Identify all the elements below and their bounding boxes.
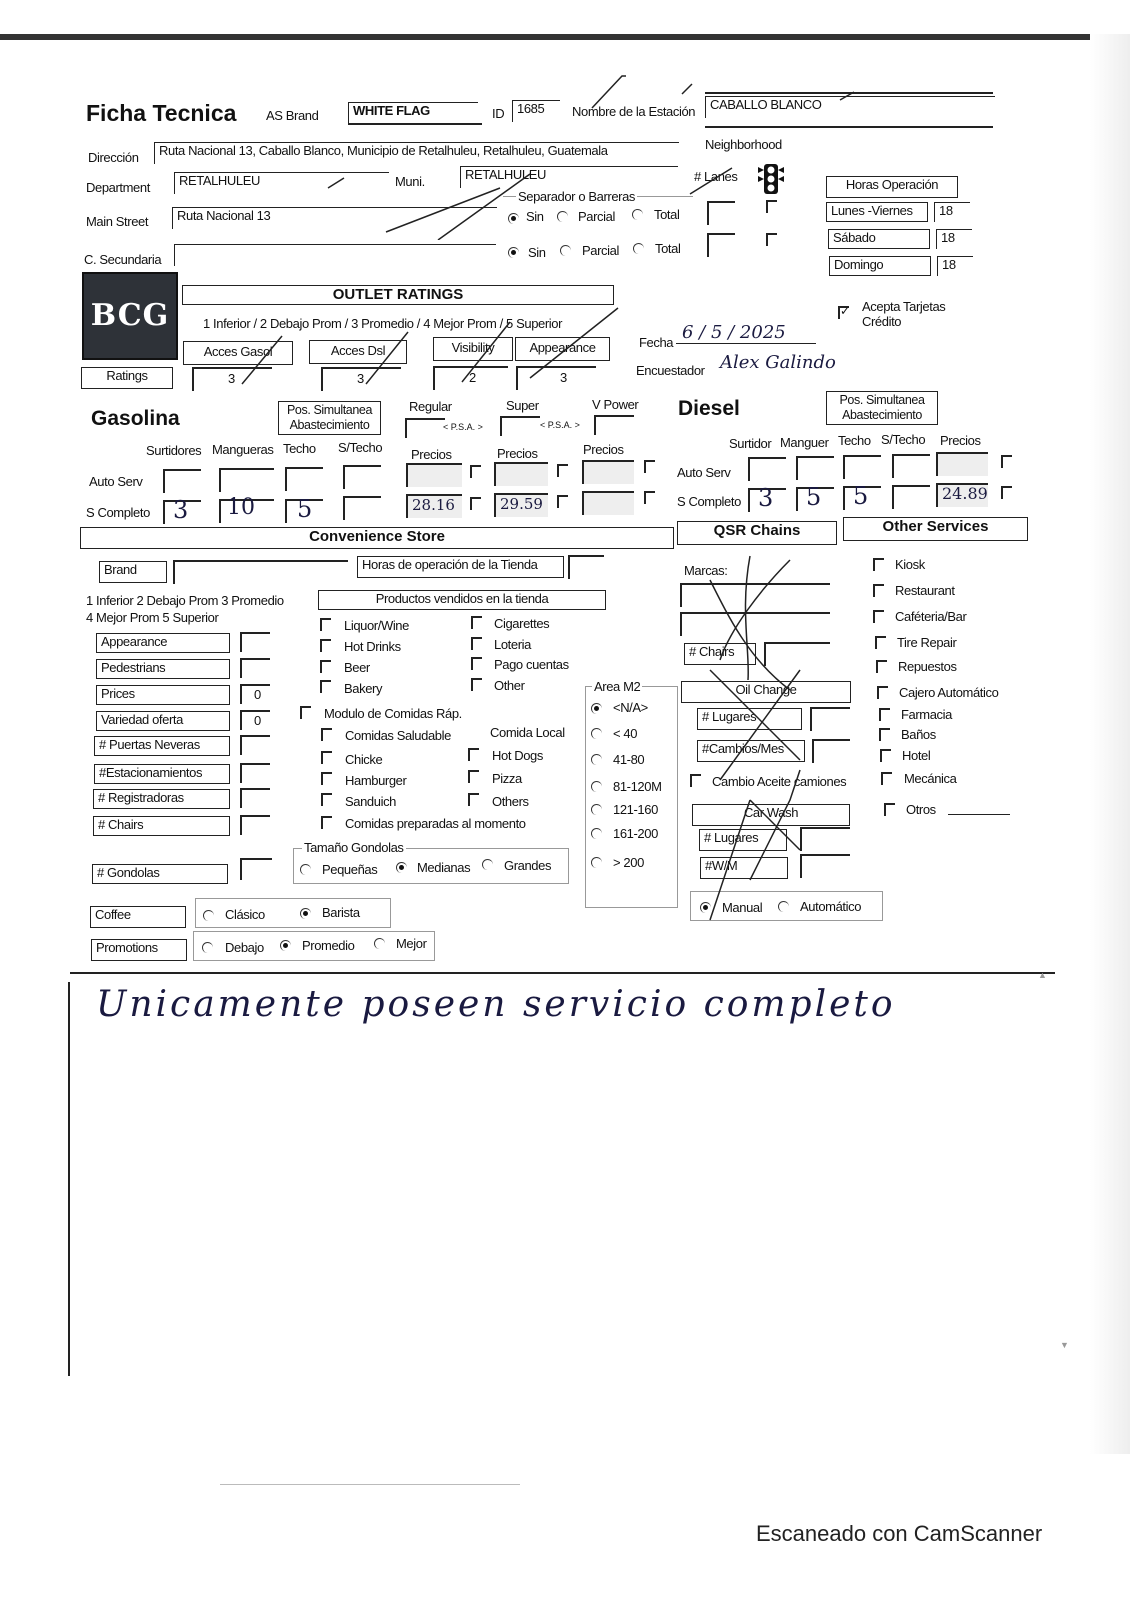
rating-appearance-label: Appearance [515,337,610,361]
ratings-scale: 1 Inferior / 2 Debajo Prom / 3 Promedio / 4 Mejor Prom / 5 Superior [203,316,563,331]
service-kiosk-label: Kiosk [895,557,925,572]
attr-pedestrians-label: Pedestrians [96,659,230,679]
separator2-total-radio[interactable] [633,243,644,254]
rating-acces-dsl-value[interactable]: 3 [321,367,401,391]
area-over200-radio[interactable] [591,857,602,868]
area-200-radio[interactable] [591,828,602,839]
gondola-grandes-label: Grandes [504,858,552,873]
separator2-parcial-label: Parcial [582,243,619,258]
gas-col-surtidores: Surtidores [146,443,202,458]
promo-mejor-label: Mejor [396,936,427,951]
vpower-label: V Power [592,397,639,412]
diesel-s-completo-label: S Completo [677,494,741,509]
attr-variedad-label: Variedad oferta [96,711,230,731]
super-psa: < P.S.A. > [540,420,580,430]
main-street-field[interactable]: Ruta Nacional 13 [172,207,497,229]
secondary-field[interactable] [174,244,496,266]
wash-manual-label: Manual [722,900,763,915]
hours-sunday-label: Domingo [829,256,931,276]
diesel-title: Diesel [678,397,740,420]
secondary-label: C. Secundaria [84,252,162,267]
separator-label: Separador o Barreras [518,189,636,204]
qsr-chains-title: QSR Chains [677,521,837,545]
hours-weekday-label: Lunes -Viernes [826,202,928,222]
product-beer-label: Beer [344,660,370,675]
address-label: Dirección [88,150,139,165]
lanes-label: # Lanes [694,169,738,184]
gas-as-regular[interactable] [406,463,462,487]
date-label: Fecha [639,335,674,350]
service-otros-line [948,814,1010,815]
diesel-col-manguer: Manguer [780,435,829,450]
super-label: Super [506,398,539,413]
header-pen-strokes [320,70,880,240]
area-group [585,686,678,908]
area-na-radio[interactable] [591,703,602,714]
gondola-pequenas-radio[interactable] [300,864,311,875]
service-mecanica-label: Mecánica [904,771,957,786]
service-restaurant-label: Restaurant [895,583,955,598]
gas-sc-mangueras[interactable]: 10 [219,499,274,523]
separator2-sin-radio[interactable] [508,247,519,258]
modulo-pizza-check[interactable] [468,770,479,783]
diesel-col-techo: Techo [838,433,871,448]
gas-sc-regular-check[interactable] [470,497,481,510]
service-cafeteria-check[interactable] [873,610,884,623]
coffee-barista-radio[interactable] [300,908,311,919]
modulo-hamburger-check[interactable] [321,772,332,785]
promo-debajo-label: Debajo [225,940,264,955]
department-field[interactable]: RETALHULEU [174,172,389,194]
gondola-grandes-radio[interactable] [482,859,493,870]
diesel-col-surtidor: Surtidor [729,436,772,451]
modulo-chicke-check[interactable] [321,751,332,764]
attr-prices-value[interactable]: 0 [240,684,270,704]
gas-col-techo: Techo [283,441,316,456]
gas-as-super-check[interactable] [557,464,568,477]
coffee-barista-label: Barista [322,905,360,920]
attr-chairs-label: # Chairs [93,816,230,836]
vpower-psa-cell[interactable] [594,415,634,435]
separator1-parcial-label: Parcial [578,209,615,224]
rating-appearance-value[interactable]: 3 [516,366,596,390]
gas-col-mangueras: Mangueras [212,442,274,457]
diesel-as-stecho[interactable] [892,454,930,478]
notes-left-border [68,982,70,1376]
gasolina-pos-sim: Pos. Simultanea Abastecimiento [278,401,381,435]
service-repuestos-label: Repuestos [898,659,957,674]
attr-variedad-value[interactable]: 0 [240,710,270,730]
product-loteria-check[interactable] [471,637,482,650]
surveyor-label: Encuestador [636,363,705,378]
promo-mejor-radio[interactable] [374,938,385,949]
diesel-col-stecho: S/Techo [881,432,926,447]
service-banos-label: Baños [901,727,936,742]
bcg-logo [82,272,178,360]
promo-debajo-radio[interactable] [202,942,213,953]
scroll-up-icon[interactable]: ▲ [1038,970,1047,980]
gas-sc-surtidores[interactable]: 3 [163,500,201,524]
gas-sc-vpower-check[interactable] [644,491,655,504]
product-loteria-label: Loteria [494,637,531,652]
cambio-aceite-label: Cambio Aceite camiones [712,774,847,789]
diesel-as-check[interactable] [1001,455,1012,468]
store-brand-label: Brand [99,561,167,583]
form-title: Ficha Tecnica [86,100,237,126]
ratings-row-label: Ratings [81,367,173,389]
gondola-medianas-label: Medianas [417,860,471,875]
modulo-sanduich-label: Sanduich [345,794,397,809]
scan-right-edge [1090,34,1130,1454]
gas-sc-techo[interactable]: 5 [285,499,323,523]
service-banos-check[interactable] [879,728,890,741]
gas-as-surtidores[interactable] [163,469,201,493]
as-brand-label: AS Brand [266,108,319,123]
store-hours-field[interactable] [568,555,604,579]
separator2-sin-label: Sin [528,245,546,260]
modulo-hotdogs-label: Hot Dogs [492,748,543,763]
area-80-radio[interactable] [591,754,602,765]
other-services-title: Other Services [843,517,1028,541]
scroll-down-icon[interactable]: ▼ [1060,1340,1069,1350]
wash-wm-label: #W/M [700,857,788,879]
gas-as-vpower[interactable] [582,460,634,484]
promo-promedio-radio[interactable] [280,940,291,951]
store-scale-2: 4 Mejor Prom 5 Superior [86,610,219,625]
attr-puertas-value[interactable] [240,735,270,755]
diesel-sc-check[interactable] [1001,486,1012,499]
gas-sc-stecho[interactable] [343,496,381,520]
diesel-pos-sim: Pos. Simultanea Abastecimiento [826,391,938,425]
gas-col-stecho: S/Techo [338,440,383,455]
separator2-parcial-radio[interactable] [560,245,571,256]
notes-top-border [70,972,1055,974]
diesel-auto-serv-label: Auto Serv [677,465,731,480]
gondola-pequenas-label: Pequeñas [322,862,378,877]
diesel-sc-techo[interactable]: 5 [843,486,881,510]
diesel-sc-surtidor[interactable]: 3 [748,488,786,512]
modulo-hotdogs-check[interactable] [468,748,479,761]
muni-label: Muni. [395,174,425,189]
product-cigarettes-label: Cigarettes [494,616,550,631]
coffee-clasico-label: Clásico [225,907,265,922]
gas-as-techo[interactable] [285,467,323,491]
id-label: ID [492,106,505,121]
area-120-label: 81-120M [613,779,662,794]
product-beer-check[interactable] [320,660,331,673]
modulo-preparadas-check[interactable] [321,816,332,829]
rating-acces-gasol-label: Acces Gasol [183,341,293,365]
service-tire-label: Tire Repair [897,635,957,650]
modulo-others-label: Others [492,794,529,809]
gondolas-value[interactable] [240,858,272,880]
product-hotdrinks-label: Hot Drinks [344,639,401,654]
hours-sunday-value[interactable]: 18 [937,256,973,276]
service-cafeteria-label: Caféteria/Bar [895,609,967,624]
camscanner-watermark: Escaneado con CamScanner [756,1521,1043,1546]
gondolas-label: # Gondolas [92,864,228,884]
products-title: Productos vendidos en la tienda [318,590,606,610]
modulo-chicke-label: Chicke [345,752,383,767]
bcg-logo-text: BCG [90,298,170,333]
gas-s-completo-label: S Completo [86,505,150,520]
gas-precios-regular: Precios [411,447,452,462]
service-farmacia-check[interactable] [879,708,890,721]
service-cajero-check[interactable] [877,686,888,699]
diesel-sc-stecho[interactable] [892,485,930,509]
rating-acces-gasol-value[interactable]: 3 [192,367,272,391]
service-kiosk-check[interactable] [873,558,884,571]
modulo-hamburger-label: Hamburger [345,773,407,788]
attr-estacionamientos-value[interactable] [240,763,270,783]
oil-lugares-label: # Lugares [697,708,802,730]
modulo-check[interactable] [300,706,311,719]
area-label: Area M2 [594,679,641,694]
surveyor-value[interactable]: Alex Galindo [720,352,836,373]
wash-automatico-label: Automático [800,899,862,914]
product-pago-check[interactable] [471,657,482,670]
scan-top-edge [0,34,1130,40]
service-otros-label: Otros [906,802,936,817]
service-mecanica-check[interactable] [881,772,892,785]
scan-bottom-line [220,1484,520,1485]
convenience-store-title: Convenience Store [80,527,674,549]
service-hotel-check[interactable] [880,749,891,762]
hours-weekday-value[interactable]: 18 [934,202,970,222]
gas-sc-vpower[interactable] [582,491,634,515]
rating-visibility-label: Visibility [433,337,513,361]
gasolina-title: Gasolina [91,407,180,430]
store-scale-1: 1 Inferior 2 Debajo Prom 3 Promedio [86,593,284,608]
qsr-chairs-label: # Chairs [684,643,756,665]
department-label: Department [86,180,150,195]
brand-field[interactable]: WHITE FLAG [348,102,478,124]
modulo-preparadas-label: Comidas preparadas al momento [345,816,526,831]
modulo-sanduich-check[interactable] [321,793,332,806]
diesel-as-surtidor[interactable] [748,457,786,481]
area-160-label: 121-160 [613,802,658,817]
separator1-total-label: Total [654,207,680,222]
attr-estacionamientos-label: #Estacionamientos [94,764,230,784]
service-cajero-label: Cajero Automático [899,685,999,700]
muni-field[interactable]: RETALHULEU [460,166,678,188]
attr-appearance-value[interactable] [240,632,270,652]
hours-saturday-label: Sábado [828,229,930,249]
separator1-sin-label: Sin [526,209,544,224]
hours-title: Horas Operación [826,176,958,198]
modulo-pizza-label: Pizza [492,771,522,786]
address-field[interactable]: Ruta Nacional 13, Caballo Blanco, Municipio de Retalhuleu, Retalhuleu, Guatemala [154,142,679,164]
area-40-label: < 40 [613,726,638,741]
diesel-sc-precio[interactable]: 24.89 [936,483,988,507]
regular-psa-cell[interactable] [405,418,445,438]
modulo-label: Modulo de Comidas Ráp. [324,706,462,721]
oil-change-title: Oil Change [681,681,851,703]
gas-as-regular-check[interactable] [470,465,481,478]
attr-registradoras-label: # Registradoras [93,789,230,809]
gas-precios-super: Precios [497,446,538,461]
modulo-others-check[interactable] [468,793,479,806]
promotions-label: Promotions [91,939,187,961]
store-hours-label: Horas de operación de la Tienda [357,556,564,578]
product-bakery-label: Bakery [344,681,383,696]
modulo-saludable-check[interactable] [321,728,332,741]
diesel-as-precio[interactable] [936,452,988,476]
hours-saturday-value[interactable]: 18 [936,229,972,249]
qsr-pen-strokes [690,550,830,940]
gondola-size-label: Tamaño Gondolas [304,840,404,855]
product-other-label: Other [494,678,525,693]
separator2-total-label: Total [655,241,681,256]
diesel-as-techo[interactable] [843,455,881,479]
product-pago-label: Pago cuentas [494,657,569,672]
service-farmacia-label: Farmacia [901,707,952,722]
store-brand-field[interactable] [173,560,348,584]
main-street-label: Main Street [86,214,149,229]
service-restaurant-check[interactable] [873,584,884,597]
modulo-saludable-label: Comidas Saludable [345,728,451,743]
gas-sc-super[interactable]: 29.59 [494,493,548,517]
regular-psa: < P.S.A. > [443,422,483,432]
comida-local-label: Comida Local [490,725,565,740]
accepts-cards-checkbox[interactable]: ✓ [840,304,851,318]
product-bakery-check[interactable] [320,680,331,693]
service-otros-check[interactable] [884,803,895,816]
rating-visibility-value[interactable]: 2 [433,366,508,390]
attr-puertas-label: # Puertas Neveras [94,736,230,756]
attr-registradoras-value[interactable] [240,788,270,808]
ratings-pen-strokes [230,300,650,390]
gas-as-vpower-check[interactable] [644,460,655,473]
attr-pedestrians-value[interactable] [240,658,270,678]
area-200-label: 161-200 [613,826,658,841]
attr-chairs-value[interactable] [240,815,270,835]
service-hotel-label: Hotel [902,748,931,763]
wash-lugares-label: # Lugares [699,829,787,851]
area-over200-label: > 200 [613,855,644,870]
notes-handwritten: Unicamente poseen servicio completo [96,984,896,1025]
gas-precios-vpower: Precios [583,442,624,457]
area-160-radio[interactable] [591,804,602,815]
coffee-clasico-radio[interactable] [203,910,214,921]
gas-sc-super-check[interactable] [557,495,568,508]
attr-appearance-label: Appearance [96,633,230,653]
attr-prices-label: Prices [96,685,230,705]
area-120-radio[interactable] [591,781,602,792]
oil-cambios-label: #Cambios/Mes [697,740,805,762]
area-80-label: 41-80 [613,752,645,767]
diesel-as-manguer[interactable] [796,456,834,480]
gondola-medianas-radio[interactable] [396,862,407,873]
product-liquor-label: Liquor/Wine [344,618,409,633]
area-na-label: <N/A> [613,700,648,715]
gas-sc-regular[interactable]: 28.16 [406,494,462,518]
qsr-brands-label: Marcas: [684,563,728,578]
date-value[interactable]: 6 / 5 / 2025 [682,322,786,343]
gas-as-mangueras[interactable] [219,468,274,492]
regular-label: Regular [409,399,452,414]
diesel-sc-manguer[interactable]: 5 [796,487,834,511]
coffee-label: Coffee [90,906,186,928]
product-hotdrinks-check[interactable] [320,639,331,652]
station-field[interactable]: CABALLO BLANCO [705,96,995,118]
area-40-radio[interactable] [591,728,602,739]
car-wash-title: Car Wash [692,804,850,826]
super-psa-cell[interactable] [500,416,540,436]
gas-as-super[interactable] [494,462,548,486]
gas-auto-serv-label: Auto Serv [89,474,143,489]
product-other-check[interactable] [471,678,482,691]
service-tire-check[interactable] [875,636,886,649]
accepts-cards-label: Acepta Tarjetas Crédito [862,299,946,329]
neighborhood-label: Neighborhood [705,137,782,152]
service-repuestos-check[interactable] [876,660,887,673]
diesel-col-precios: Precios [940,433,981,448]
promo-promedio-label: Promedio [302,938,355,953]
station-label: Nombre de la Estación [572,104,696,119]
rating-acces-dsl-label: Acces Dsl [309,340,407,364]
product-liquor-check[interactable] [320,618,331,631]
gas-as-stecho[interactable] [343,465,381,489]
id-field[interactable]: 1685 [512,100,560,122]
product-cigarettes-check[interactable] [471,616,482,629]
outlet-ratings-title: OUTLET RATINGS [182,285,614,305]
